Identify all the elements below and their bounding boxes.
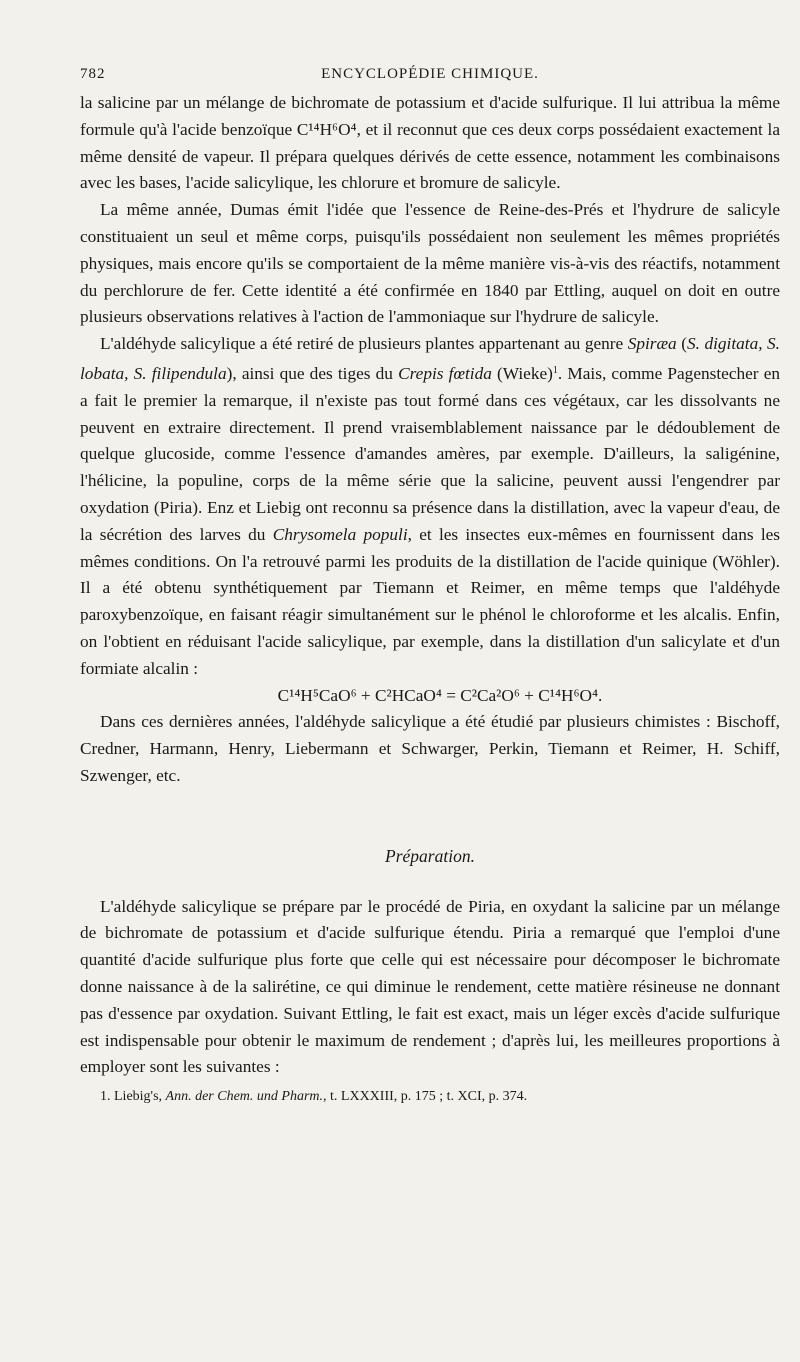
p3-chrysomela: Chrysomela populi [272, 524, 408, 544]
footnote-reference[interactable]: 1 [552, 364, 558, 376]
p3-text-d: (Wieke) [491, 363, 553, 383]
p3-crepis: Crepis fœtida [398, 363, 492, 383]
p3-text-b: ( [676, 334, 687, 354]
page-header [80, 66, 780, 90]
p3-text-a: L'aldéhyde salicylique a été retiré de plusieurs plantes appartenant au genre [100, 334, 628, 354]
paragraph-1: la salicine par un mélange de bichromate de potassium et d'acide sulfurique. Il lui attribua la même formule qu'à l'acide benzoïque C¹⁴H⁶O⁴, et il reconnut que ces deux corps possédaient exactement la même densité de vapeur. Il prépara quelques dérivés de cette essence, notamment les combinaisons avec les bases, l'acide salicylique, les chlorure et bromure de salicyle. [80, 93, 780, 193]
paragraph-3 [80, 331, 780, 682]
p3-text-f: , et les insectes eux-mêmes en fournissent dans les mêmes conditions. On l'a retrouvé parmi les produits de la distillation de l'acide quinique (Wöhler). Il a été obtenu synthétiquement par Tiemann et Reimer, en même temps que l'aldéhyde paroxybenzoïque, en faisant réagir simultanément sur le phénol le chloroforme et les alcalis. Enfin, on l'obtient en réduisant l'acide salicylique, par exemple, dans la distillation d'un salicylate et d'un formiate alcalin : [80, 524, 781, 678]
footnote-number: 1. [100, 1089, 111, 1105]
p3-text-c: ), ainsi que des tiges du [226, 363, 399, 383]
p3-genus-spiraea: Spiræa [627, 334, 677, 354]
section-heading: Préparation. [385, 845, 475, 866]
running-title: ENCYCLOPÉDIE CHIMIQUE. [321, 66, 539, 82]
footnote-author: Liebig's, [114, 1089, 163, 1105]
p3-text-e: . Mais, comme Pagenstecher en a fait le premier la remarque, il n'existe pas tout formé dans ces végétaux, car les dissolvants ne peuvent en extraire directement. Il prend vraisemblablement naissance par le dédoublement de quelque glucoside, comme l'essence d'amandes amères, par exemple. D'ailleurs, la saligénine, l'hélicine, la populine, corps de la même série que la salicine, peuvent aussi l'engendrer par oxydation (Piria). Enz et Liebig ont reconnu sa présence dans la distillation, avec la vapeur d'eau, de la sécrétion des larves du [80, 363, 781, 544]
page-number: 782 [80, 66, 106, 82]
body-text [80, 90, 780, 790]
paragraph-2: La même année, Dumas émit l'idée que l'essence de Reine-des-Prés et l'hydrure de salicyle constituaient un seul et même corps, puisqu'ils possédaient non seulement les mêmes propriétés physiques, mais encore qu'ils se comportaient de la même manière vis-à-vis des réactifs, notamment du perchlorure de fer. Cette identité a été confirmée en 1840 par Ettling, auquel on doit en outre plusieurs observations relatives à l'action de l'ammoniaque sur l'hydrure de salicyle. [80, 200, 780, 327]
text-column [80, 66, 780, 1107]
paragraph-5: L'aldéhyde salicylique se prépare par le procédé de Piria, en oxydant la salicine par un mélange de bichromate de potassium et d'acide sulfurique étendu. Piria a remarqué que l'emploi d'une quantité d'acide sulfurique plus forte que celle qui est nécessaire pour décomposer le bichromate donne naissance à de la salirétine, ce qui diminue le rendement, cette matière résineuse ne donnant pas d'essence par oxydation. Suivant Ettling, le fait est exact, mais un léger excès d'acide sulfurique est indispensable pour obtenir le maximum de rendement ; d'après lui, les meilleures proportions à employer sont les suivantes : [80, 896, 780, 1077]
footnote-reference-detail: , t. LXXXIII, p. 175 ; t. XCI, p. 374. [323, 1089, 528, 1105]
footnote-journal: Ann. der Chem. und Pharm. [165, 1089, 324, 1105]
p3-species-list: S. digitata, S. lobata, S. filipendula [80, 334, 780, 383]
chemical-equation: C¹⁴H⁵CaO⁶ + C²HCaO⁴ = C²Ca²O⁶ + C¹⁴H⁶O⁴. [277, 685, 603, 705]
paragraph-4: Dans ces dernières années, l'aldéhyde salicylique a été étudié par plusieurs chimistes : Bischoff, Credner, Harmann, Henry, Liebermann et Schwarger, Perkin, Tiemann et Reimer, H. Schiff, Szwenger, etc. [80, 712, 780, 785]
footnote [80, 1087, 780, 1107]
section-body [80, 894, 780, 1082]
